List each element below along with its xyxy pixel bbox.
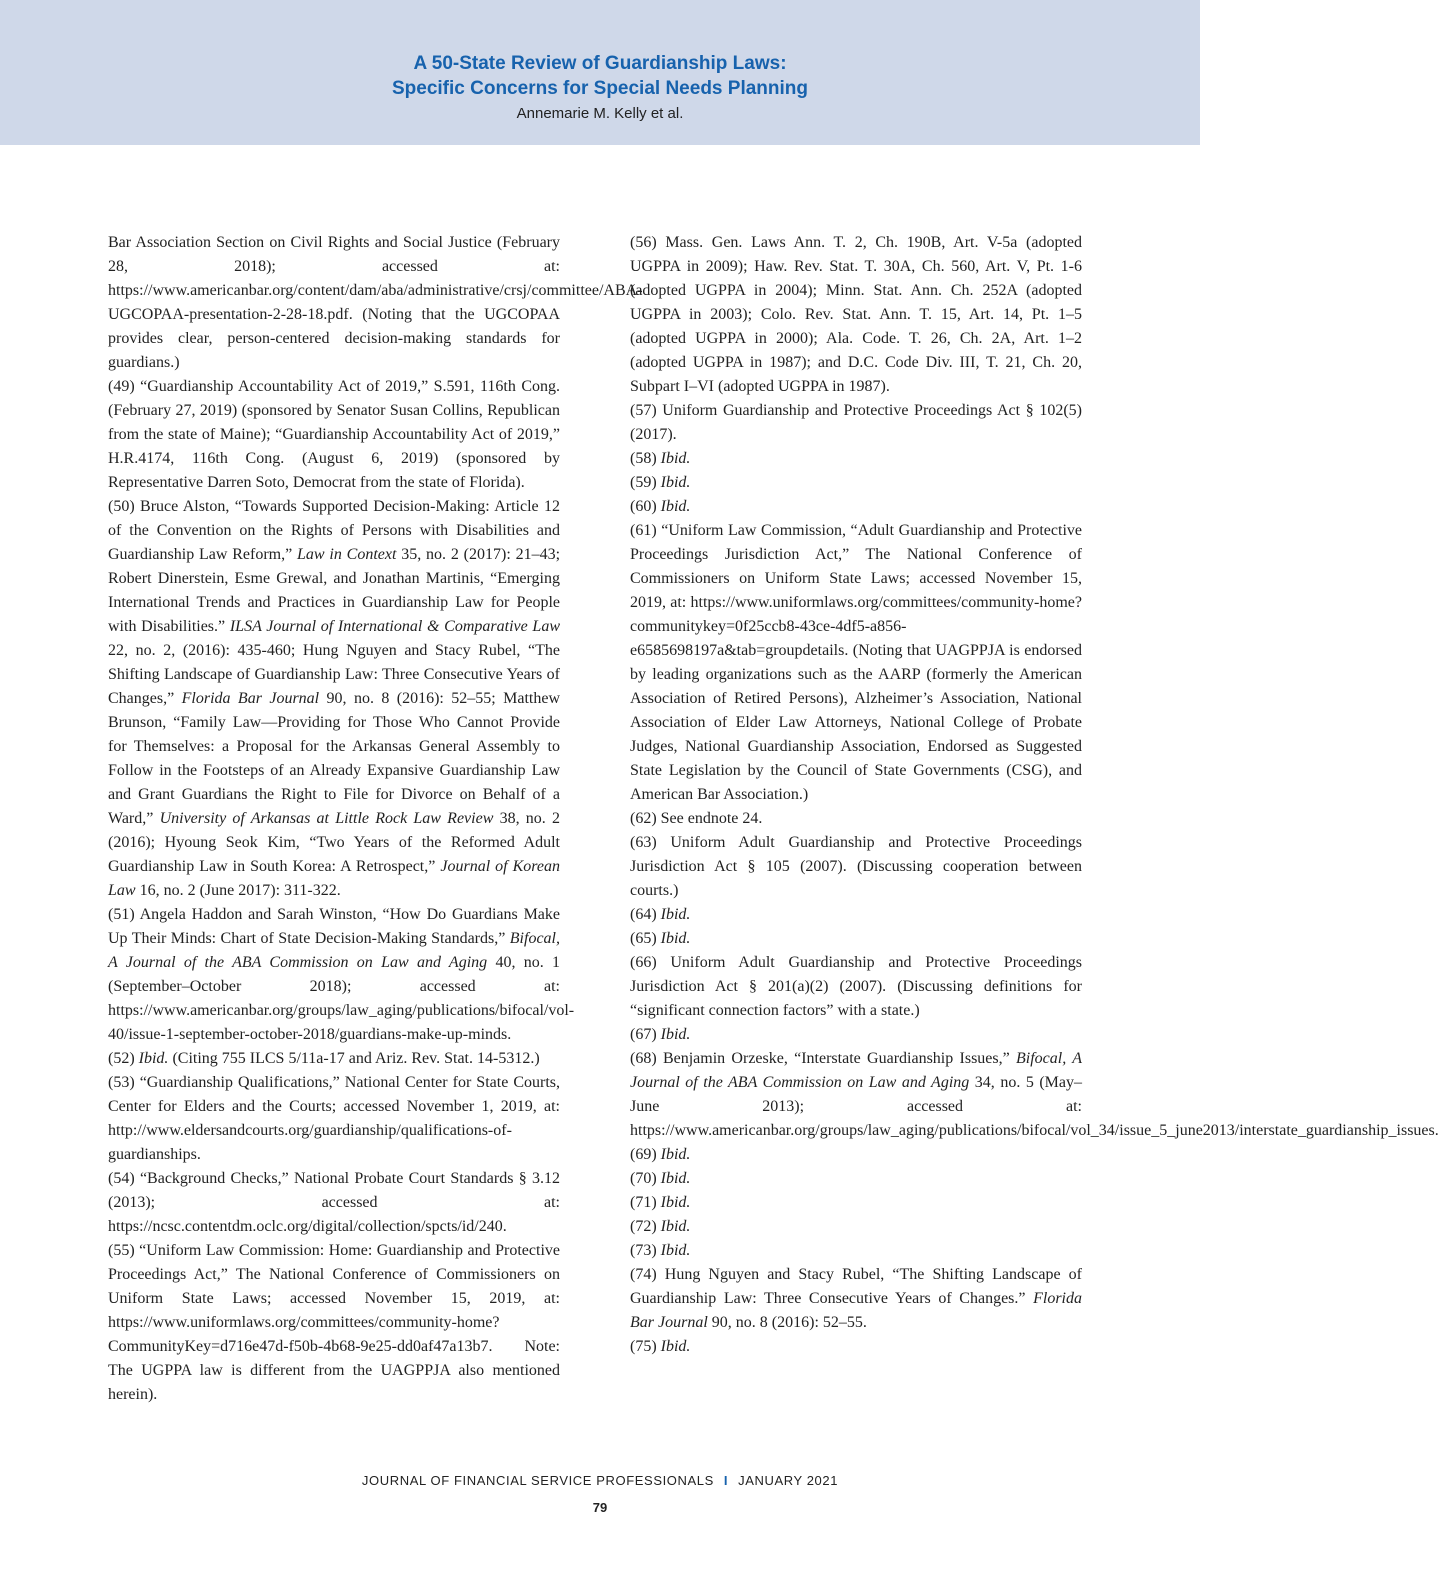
endnote-italic-text: Ibid. — [660, 1170, 691, 1187]
endnote-text: (51) Angela Haddon and Sarah Winston, “How Do Guardians Make Up Their Minds: Chart of State Decision-Making Standards,” — [108, 906, 560, 947]
endnote — [108, 903, 575, 1047]
endnote — [108, 1047, 560, 1071]
endnote — [108, 495, 560, 903]
endnote-text: (65) — [630, 930, 661, 947]
endnote-italic-text: Bifocal, A Journal of the ABA Commission on Law and Aging — [630, 1050, 1082, 1091]
endnote-text: (66) Uniform Adult Guardianship and Protective Proceedings Jurisdiction Act § 201(a)(2) (2007). (Discussing definitions for “significant connection factors” with a state.) — [630, 954, 1082, 1019]
endnote-italic-text: Bifocal, A Journal of the ABA Commission on Law and Aging — [108, 930, 560, 971]
endnotes-right-column — [630, 231, 1439, 1359]
endnote-italic-text: Ibid. — [660, 1338, 691, 1355]
endnotes-left-column — [108, 231, 643, 1407]
page-number: 79 — [592, 1500, 608, 1515]
endnote-text: (71) — [630, 1194, 661, 1211]
endnote-text: (50) Bruce Alston, “Towards Supported Decision-Making: Article 12 of the Convention on the Rights of Persons with Disabilities and Guardianship Law Reform,” — [108, 498, 560, 563]
endnote-text: 40, no. 1 (September–October 2018); accessed at: https://www.americanbar.org/groups/law_aging/publications/bifocal/vol-40/issue-1-september-october-2018/guardians-make-up-minds. — [108, 954, 575, 1043]
endnote — [630, 519, 1082, 807]
endnote-text: (59) — [630, 474, 661, 491]
endnote-text: (68) Benjamin Orzeske, “Interstate Guardianship Issues,” — [630, 1050, 1017, 1067]
endnote — [630, 831, 1082, 903]
article-title-line-2: Specific Concerns for Special Needs Planning — [391, 78, 808, 99]
endnote-text: (75) — [630, 1338, 661, 1355]
endnote-text: (49) “Guardianship Accountability Act of 2019,” S.591, 116th Cong. (February 27, 2019) (sponsored by Senator Susan Collins, Republican from the state of Maine); “Guardianship Accountability Act of 2019,” H.R.4174, 116th Cong. (August 6, 2019) (sponsored by Representative Darren Soto, Democrat from the state of Florida). — [108, 378, 560, 491]
endnote — [108, 375, 560, 495]
endnote — [630, 1263, 1082, 1335]
journal-footer — [0, 1473, 1200, 1488]
endnote-italic-text: Ibid. — [660, 1218, 691, 1235]
endnote — [630, 231, 1082, 399]
endnote-text: (58) — [630, 450, 661, 467]
running-header — [0, 0, 1200, 145]
endnote-text: (57) Uniform Guardianship and Protective Proceedings Act § 102(5) (2017). — [630, 402, 1082, 443]
endnote-italic-text: Law in Context — [297, 546, 397, 563]
endnote — [630, 1167, 1082, 1191]
endnote-text: 38, no. 2 (2016); Hyoung Seok Kim, “Two Years of the Reformed Adult Guardianship Law in South Korea: A Retrospect,” — [108, 810, 561, 875]
endnote-text: (63) Uniform Adult Guardianship and Protective Proceedings Jurisdiction Act § 105 (2007). (Discussing cooperation between courts.) — [630, 834, 1082, 899]
endnote-text: (62) See endnote 24. — [630, 810, 763, 827]
endnote-italic-text: Ibid. — [660, 906, 691, 923]
endnote-text: Bar Association Section on Civil Rights and Social Justice (February 28, 2018); accessed at: https://www.americanbar.org/content/dam/aba/administrative/crsj/committee/ABA-UGCOPAA-presentation-2-28-18.pdf. (Noting that the UGCOPAA provides clear, person-centered decision-making standards for guardians.) — [108, 234, 643, 371]
endnote — [630, 471, 1082, 495]
endnote-text: (53) “Guardianship Qualifications,” National Center for State Courts, Center for Elders and the Courts; accessed November 1, 2019, at: http://www.eldersandcourts.org/guardianship/qualifications-of-guardianships. — [108, 1074, 560, 1163]
endnote — [630, 1335, 1082, 1359]
endnote-text: 22, no. 2, (2016): 435-460; Hung Nguyen and Stacy Rubel, “The Shifting Landscape of Guardianship Law: Three Consecutive Years of Changes,” — [108, 642, 560, 707]
endnote — [630, 1023, 1082, 1047]
endnote-italic-text: Florida Bar Journal — [181, 690, 320, 707]
endnote-text: (73) — [630, 1242, 661, 1259]
endnote — [630, 1215, 1082, 1239]
endnote — [630, 927, 1082, 951]
endnote-italic-text: Ibid. — [660, 474, 691, 491]
endnote-text: (69) — [630, 1146, 661, 1163]
endnote — [108, 1167, 560, 1239]
endnote — [630, 1191, 1082, 1215]
endnote-italic-text: Ibid. — [660, 1242, 691, 1259]
endnote-text: 34, no. 5 (May–June 2013); accessed at: https://www.americanbar.org/groups/law_aging/publications/bifocal/vol_34/issue_5_june2013/interstate_guardianship_issues. — [630, 1074, 1439, 1139]
endnote — [630, 1143, 1082, 1167]
endnote-text: 16, no. 2 (June 2017): 311-322. — [135, 882, 341, 899]
endnote-italic-text: Ibid. — [660, 1026, 691, 1043]
endnote-italic-text: Ibid. — [660, 1194, 691, 1211]
endnote-text: (54) “Background Checks,” National Probate Court Standards § 3.12 (2013); accessed at: https://ncsc.contentdm.oclc.org/digital/collection/spcts/id/240. — [108, 1170, 560, 1235]
endnote-italic-text: Ibid. — [138, 1050, 169, 1067]
endnote-italic-text: Ibid. — [660, 1146, 691, 1163]
endnote — [108, 231, 643, 375]
endnote — [630, 951, 1082, 1023]
endnote-italic-text: Ibid. — [660, 930, 691, 947]
endnote — [108, 1239, 560, 1407]
endnote-text: (52) — [108, 1050, 139, 1067]
endnote-italic-text: Ibid. — [660, 498, 691, 515]
endnote-text: (70) — [630, 1170, 661, 1187]
endnote — [630, 495, 1082, 519]
article-authors: Annemarie M. Kelly et al. — [516, 105, 684, 122]
endnote — [630, 1239, 1082, 1263]
endnote-text: (Citing 755 ILCS 5/11a-17 and Ariz. Rev. Stat. 14-5312.) — [168, 1050, 540, 1067]
endnote-italic-text: ILSA Journal of International & Comparative Law — [229, 618, 560, 635]
article-title-line-1: A 50-State Review of Guardianship Laws: — [413, 53, 787, 74]
endnote-italic-text: Florida Bar Journal — [630, 1290, 1082, 1331]
endnote — [108, 1071, 560, 1167]
footer-separator: I — [723, 1473, 729, 1488]
endnote — [630, 807, 1082, 831]
endnote — [630, 1047, 1439, 1143]
endnote-text: 90, no. 8 (2016): 52–55. — [707, 1314, 867, 1331]
journal-name: JOURNAL OF FINANCIAL SERVICE PROFESSIONALS — [361, 1473, 714, 1488]
endnote-italic-text: Ibid. — [660, 450, 691, 467]
endnote-text: (60) — [630, 498, 661, 515]
endnote-italic-text: Journal of Korean Law — [108, 858, 561, 899]
endnote — [630, 399, 1082, 447]
endnote-text: (64) — [630, 906, 661, 923]
endnote-text: (67) — [630, 1026, 661, 1043]
endnote-italic-text: University of Arkansas at Little Rock Law Review — [159, 810, 494, 827]
endnote — [630, 447, 1082, 471]
endnote-text: (56) Mass. Gen. Laws Ann. T. 2, Ch. 190B, Art. V-5a (adopted UGPPA in 2009); Haw. Rev. Stat. T. 30A, Ch. 560, Art. V, Pt. 1-6 (adopted UGPPA in 2004); Minn. Stat. Ann. Ch. 252A (adopted UGPPA in 2003); Colo. Rev. Stat. Ann. T. 15, Art. 14, Pt. 1–5 (adopted UGPPA in 2000); Ala. Code. T. 26, Ch. 2A, Art. 1–2 (adopted UGPPA in 1987); and D.C. Code Div. III, T. 21, Ch. 20, Subpart I–VI (adopted UGPPA in 1987). — [630, 234, 1082, 395]
endnote-text: (61) “Uniform Law Commission, “Adult Guardianship and Protective Proceedings Jurisdiction Act,” The National Conference of Commissioners on Uniform State Laws; accessed November 15, 2019, at: https://www.uniformlaws.org/committees/community-home?communitykey=0f25ccb8-43ce-4df5-a856-e6585698197a&tab=groupdetails. (Noting that UAGPPJA is endorsed by leading organizations such as the AARP (formerly the American Association of Retired Persons), Alzheimer’s Association, National Association of Elder Law Attorneys, National College of Probate Judges, National Guardianship Association, Endorsed as Suggested State Legislation by the Council of State Governments (CSG), and American Bar Association.) — [630, 522, 1082, 803]
endnote — [630, 903, 1082, 927]
endnote-text: (55) “Uniform Law Commission: Home: Guardianship and Protective Proceedings Act,” The National Conference of Commissioners on Uniform State Laws; accessed November 15, 2019, at: https://www.uniformlaws.org/committees/community-home?CommunityKey=d716e47d-f50b-4b68-9e25-dd0af47a13b7. Note: The UGPPA law is different from the UAGPPJA also mentioned herein). — [108, 1242, 560, 1403]
issue-date: JANUARY 2021 — [738, 1473, 839, 1488]
endnote-text: 35, no. 2 (2017): 21–43; Robert Dinerstein, Esme Grewal, and Jonathan Martinis, “Emerging International Trends and Practices in Guardianship Law for People with Disabilities.” — [108, 546, 561, 635]
endnote-text: (72) — [630, 1218, 661, 1235]
endnote-text: 90, no. 8 (2016): 52–55; Matthew Brunson, “Family Law—Providing for Those Who Cannot Provide for Themselves: a Proposal for the Arkansas General Assembly to Follow in the Footsteps of an Already Expansive Guardianship Law and Grant Guardians the Right to File for Divorce on Behalf of a Ward,” — [108, 690, 561, 827]
endnote-text: (74) Hung Nguyen and Stacy Rubel, “The Shifting Landscape of Guardianship Law: Three Consecutive Years of Changes.” — [630, 1266, 1082, 1307]
